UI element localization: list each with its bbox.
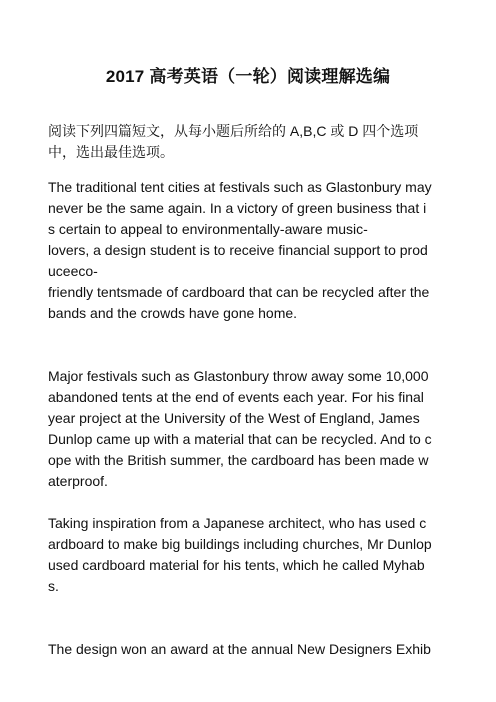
paragraph-line: bands and the crowds have gone home. (48, 305, 298, 321)
paragraph-line: used cardboard material for his tents, which he called Myhab (48, 557, 425, 573)
instruction-line: 中，选出最佳选项。 (48, 144, 174, 160)
paragraph-line: The traditional tent cities at festivals such as Glastonbury may (48, 179, 432, 195)
paragraph-line: ardboard to make big buildings including churches, Mr Dunlop (48, 536, 432, 552)
paragraph-line: abandoned tents at the end of events each year. For his final (48, 389, 424, 405)
paragraph-line: year project at the University of the West of England, James (48, 410, 420, 426)
paragraph-line: uceeco- (48, 263, 98, 279)
paragraph-line: The design won an award at the annual New Designers Exhib (48, 641, 431, 657)
paragraph-line: Dunlop came up with a material that can be recycled. And to c (48, 431, 432, 447)
paragraph-line: s. (48, 578, 59, 594)
paragraph-line: s certain to appeal to environmentally-aware music- (48, 221, 368, 237)
paragraph-2 (48, 366, 460, 492)
document-title: 2017 高考英语（一轮）阅读理解选编 (105, 67, 391, 86)
instructions (48, 121, 460, 163)
paragraph-line: aterproof. (48, 473, 108, 489)
paragraph-3 (48, 513, 460, 597)
paragraph-1 (48, 177, 460, 324)
instruction-line: 阅读下列四篇短文，从每小题后所给的 A,B,C 或 D 四个选项 (48, 123, 419, 139)
paragraph-line: Taking inspiration from a Japanese architect, who has used c (48, 515, 427, 531)
paragraph-line: ope with the British summer, the cardboard has been made w (48, 452, 429, 468)
paragraph-line: friendly tentsmade of cardboard that can be recycled after the (48, 284, 430, 300)
paragraph-line: lovers, a design student is to receive financial support to prod (48, 242, 428, 258)
paragraph-line: never be the same again. In a victory of green business that i (48, 200, 427, 216)
paragraph-line: Major festivals such as Glastonbury throw away some 10,000 (48, 368, 429, 384)
paragraph-4 (48, 639, 460, 660)
